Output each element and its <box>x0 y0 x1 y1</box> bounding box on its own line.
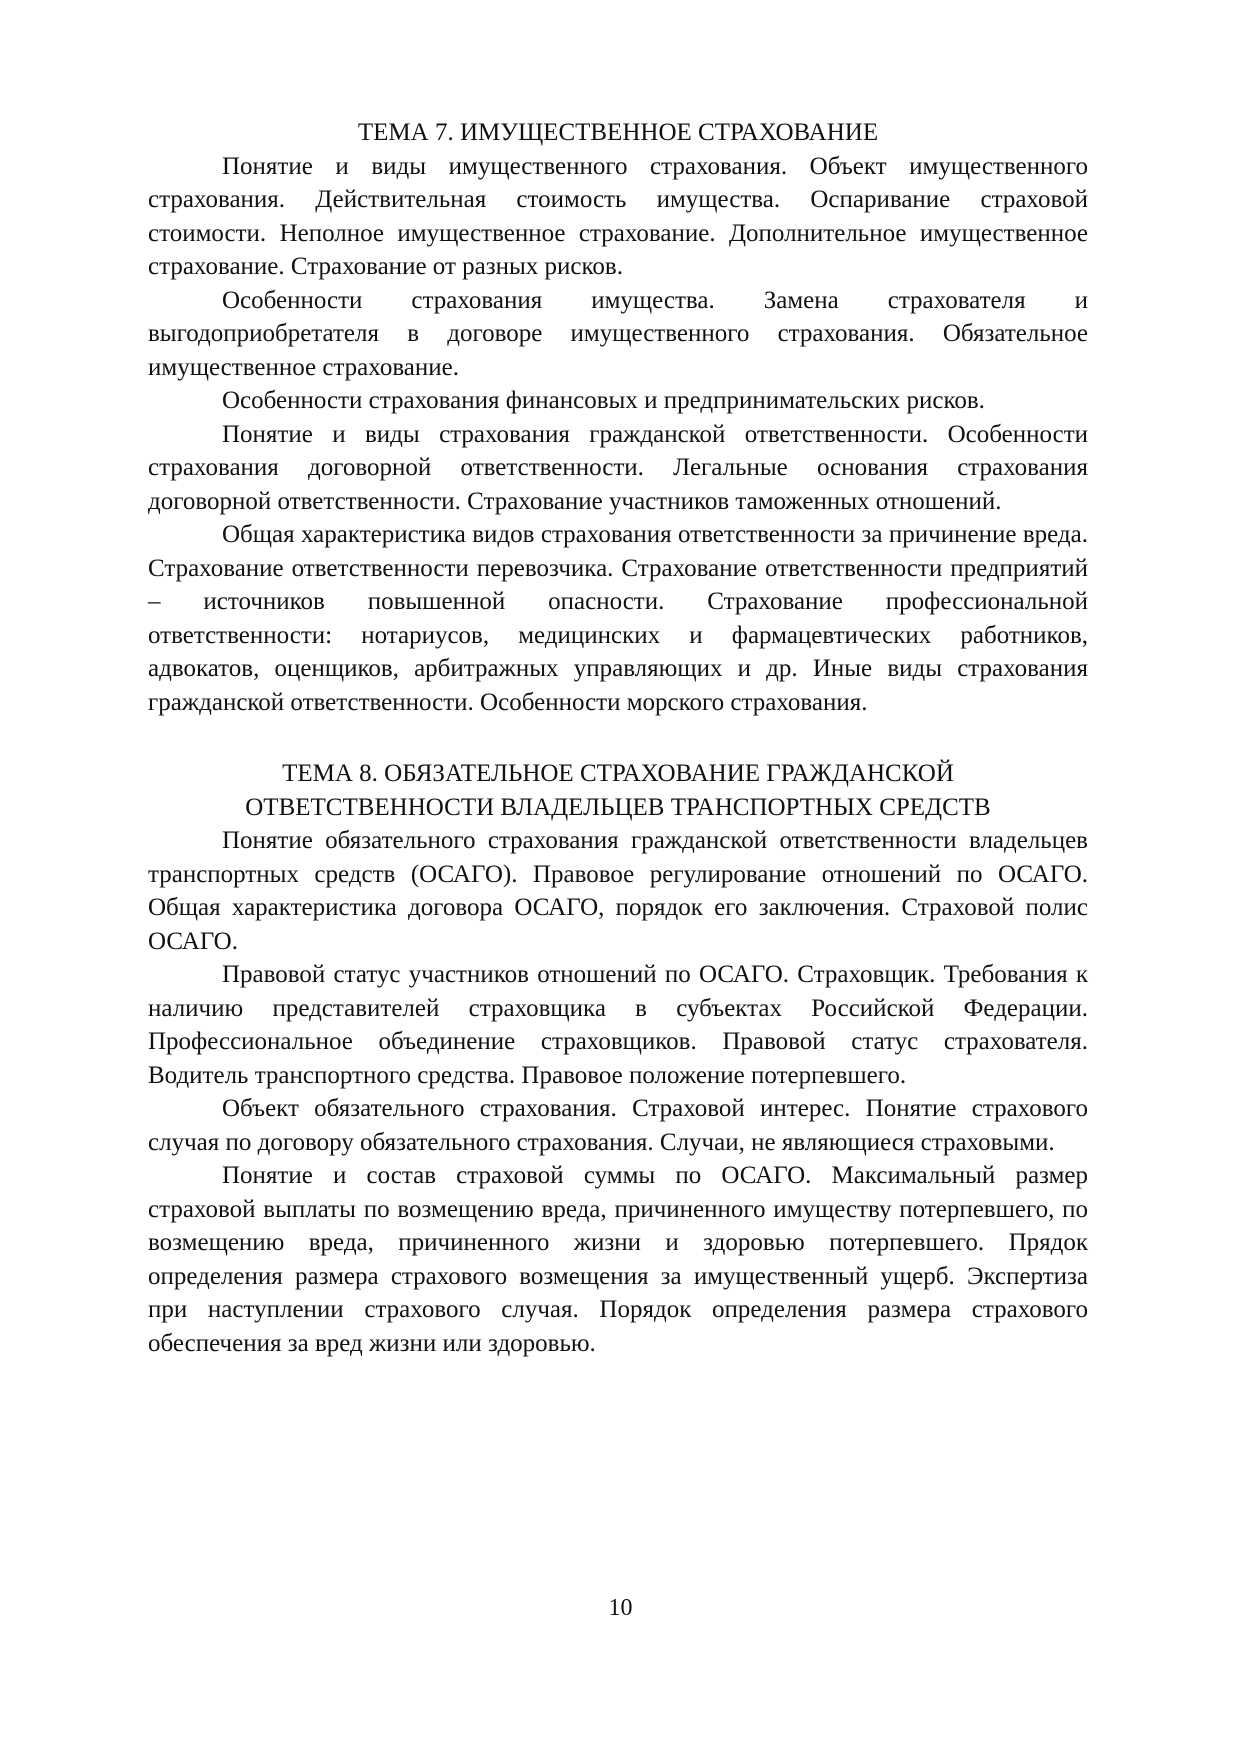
paragraph: Понятие и состав страховой суммы по ОСАГО. Максимальный размер страховой выплаты по возмещению вреда, причиненного имуществу потерпевшего, по возмещению вреда, причиненного жизни и здоровью потерпевшего. Прядок определения размера страхового возмещения за имущественный ущерб. Экспертиза при наступлении страхового случая. Порядок определения размера страхового обеспечения за вред жизни или здоровью. <box>148 1162 1088 1357</box>
section-heading <box>148 116 1088 150</box>
paragraph: Понятие обязательного страхования гражданской ответственности владельцев транспортных средств (ОСАГО). Правовое регулирование отношений по ОСАГО. Общая характеристика договора ОСАГО, порядок его заключения. Страховой полис ОСАГО. <box>148 827 1088 955</box>
page-content <box>148 116 1088 1360</box>
section-heading <box>148 757 1088 824</box>
heading-line: ТЕМА 8. ОБЯЗАТЕЛЬНОЕ СТРАХОВАНИЕ ГРАЖДАНСКОЙ <box>282 760 954 787</box>
heading-line: ОТВЕТСТВЕННОСТИ ВЛАДЕЛЬЦЕВ ТРАНСПОРТНЫХ СРЕДСТВ <box>245 793 991 821</box>
heading-line: ТЕМА 7. ИМУЩЕСТВЕННОЕ СТРАХОВАНИЕ <box>357 119 879 146</box>
section-topic-7 <box>148 116 1088 719</box>
paragraph: Объект обязательного страхования. Страховой интерес. Понятие страхового случая по договору обязательного страхования. Случаи, не являющиеся страховыми. <box>148 1095 1088 1156</box>
paragraph: Понятие и виды страхования гражданской ответственности. Особенности страхования договорной ответственности. Легальные основания страхования договорной ответственности. Страхование участников таможенных отношений. <box>148 420 1088 515</box>
page-number: 10 <box>608 1595 633 1621</box>
paragraph: Общая характеристика видов страхования ответственности за причинение вреда. Страхование ответственности перевозчика. Страхование ответственности предприятий – источников повышенной опасности. Страхование профессиональной ответственности: нотариусов, медицинских и фармацевтических работников, адвокатов, оценщиков, арбитражных управляющих и др. Иные виды страхования гражданской ответственности. Особенности морского страхования. <box>148 521 1088 716</box>
section-spacer <box>148 719 1088 757</box>
paragraph: Особенности страхования имущества. Замена страхователя и выгодоприобретателя в договоре имущественного страхования. Обязательное имущественное страхование. <box>148 286 1088 381</box>
section-topic-8 <box>148 757 1088 1360</box>
paragraph: Правовой статус участников отношений по ОСАГО. Страховщик. Требования к наличию представителей страховщика в субъектах Российской Федерации. Профессиональное объединение страховщиков. Правовой статус страхователя. Водитель транспортного средства. Правовое положение потерпевшего. <box>148 961 1088 1089</box>
paragraph: Понятие и виды имущественного страхования. Объект имущественного страхования. Действительная стоимость имущества. Оспаривание страховой стоимости. Неполное имущественное страхование. Дополнительное имущественное страхование. Страхование от разных рисков. <box>148 152 1088 280</box>
paragraph: Особенности страхования финансовых и предпринимательских рисков. <box>222 387 985 414</box>
